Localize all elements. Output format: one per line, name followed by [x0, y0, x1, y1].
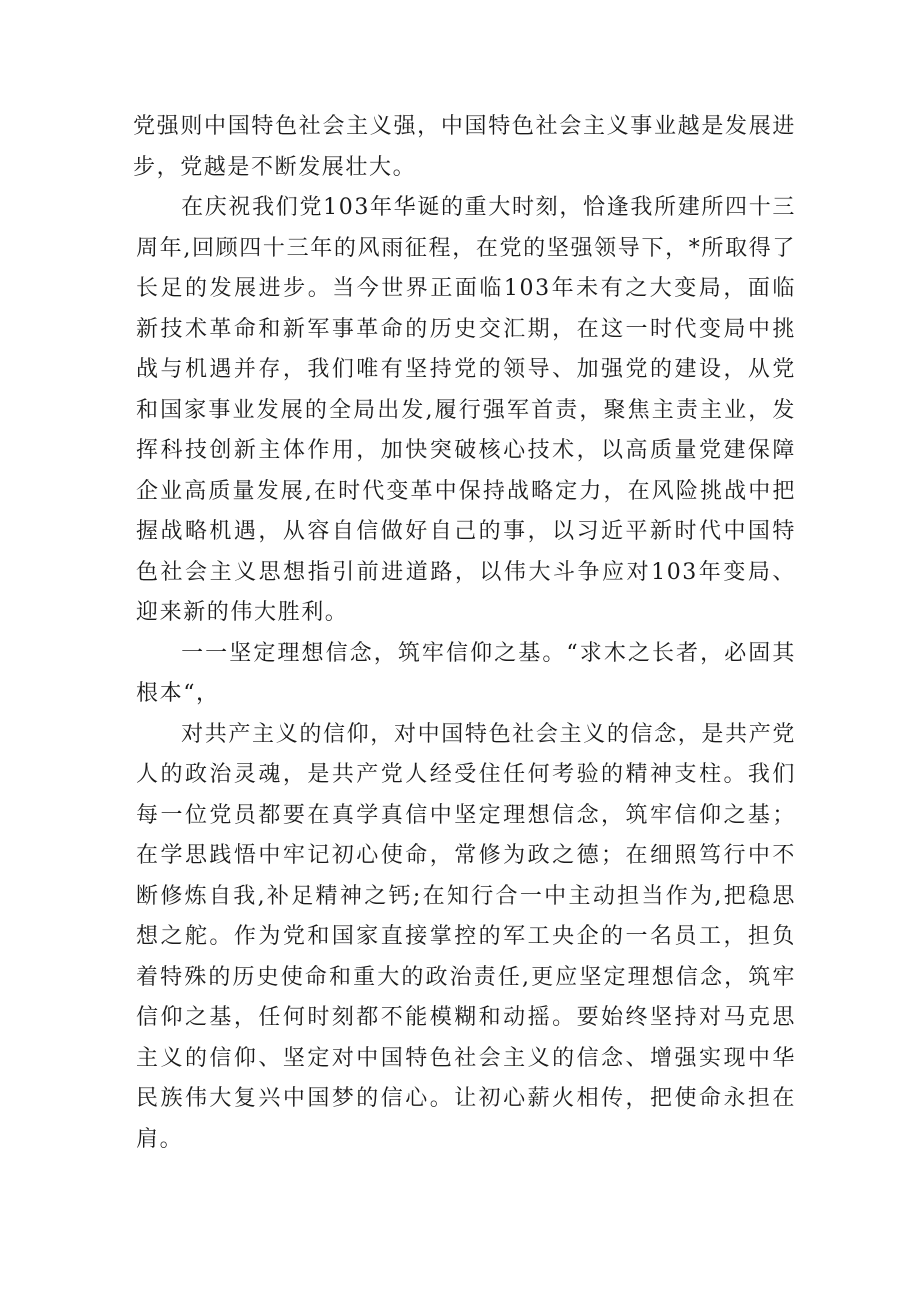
paragraph-anniversary: 在庆祝我们党103年华诞的重大时刻，恰逢我所建所四十三周年,回顾四十三年的风雨征程，在党的坚强领导下，*所取得了长足的发展进步。当今世界正面临103年未有之大变局，面临新技术革命和新军事革命的历史交汇期，在这一时代变局中挑战与机遇并存，我们唯有坚持党的领导、加强党的建设，从党和国家事业发展的全局出发,履行强军首责，聚焦主责主业，发挥科技创新主体作用，加快突破核心技术，以高质量党建保障企业高质量发展,在时代变革中保持战略定力，在风险挑战中把握战略机遇，从容自信做好自己的事，以习近平新时代中国特色社会主义思想指引前进道路，以伟大斗争应对103年变局、迎来新的伟大胜利。 [136, 195, 796, 625]
document-body [133, 107, 796, 1160]
paragraph-section-heading: 一一坚定理想信念，筑牢信仰之基。“求木之长者，必固其根本“， [136, 640, 796, 706]
paragraph-continuation: 党强则中国特色社会主义强，中国特色社会主义事业越是发展进步，党越是不断发展壮大。 [133, 114, 796, 180]
paragraph-ideals-faith: 对共产主义的信仰，对中国特色社会主义的信念，是共产党人的政治灵魂，是共产党人经受住任何考验的精神支柱。我们每一位党员都要在真学真信中坚定理想信念，筑牢信仰之基；在学思践悟中牢记初心使命，常修为政之德；在细照笃行中不断修炼自我,补足精神之钙;在知行合一中主动担当作为,把稳思想之舵。作为党和国家直接掌控的军工央企的一名员工，担负着特殊的历史使命和重大的政治责任,更应坚定理想信念，筑牢信仰之基，任何时刻都不能模糊和动摇。要始终坚持对马克思主义的信仰、坚定对中国特色社会主义的信念、增强实现中华民族伟大复兴中国梦的信心。让初心薪火相传，把使命永担在肩。 [136, 721, 796, 1152]
